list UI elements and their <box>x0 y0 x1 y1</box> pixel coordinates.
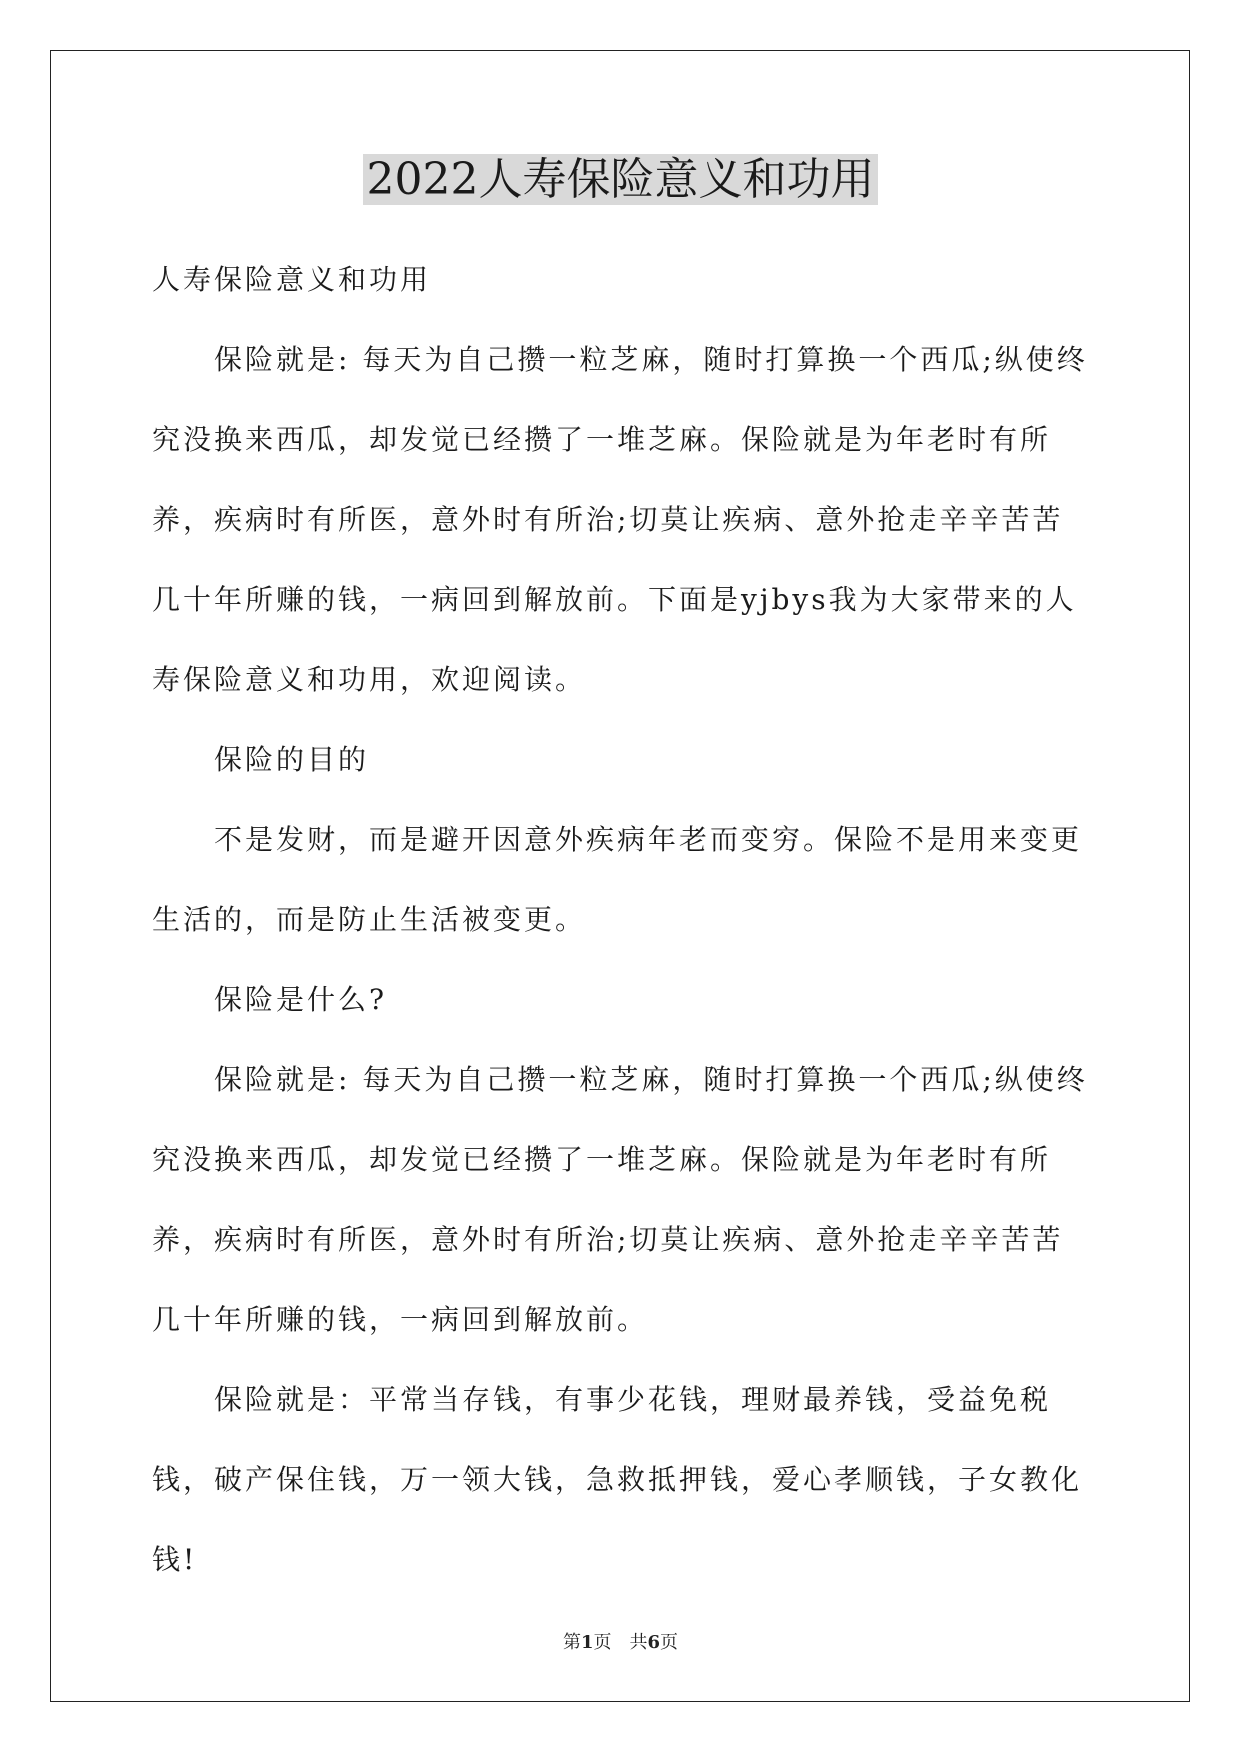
paragraph-intro: 保险就是: 每天为自己攒一粒芝麻，随时打算换一个西瓜;纵使终究没换来西瓜，却发觉已经攒了一堆芝麻。保险就是为年老时有所养，疾病时有所医，意外时有所治;切莫让疾病、意外抢走辛辛苦苦几十年所赚的钱，一病回到解放前。下面是yjbys我为大家带来的人寿保险意义和功用，欢迎阅读。 <box>152 343 1088 696</box>
paragraph-what: 保险就是: 每天为自己攒一粒芝麻，随时打算换一个西瓜;纵使终究没换来西瓜，却发觉已经攒了一堆芝麻。保险就是为年老时有所养，疾病时有所医，意外时有所治;切莫让疾病、意外抢走辛辛苦苦几十年所赚的钱，一病回到解放前。 <box>152 1063 1088 1336</box>
document-title <box>0 152 1241 208</box>
page-footer <box>0 1628 1241 1654</box>
paragraph-summary: 保险就是：平常当存钱，有事少花钱，理财最养钱，受益免税钱，破产保住钱，万一领大钱，急救抵押钱，爱心孝顺钱，子女教化钱! <box>152 1383 1083 1576</box>
footer-prefix: 第 <box>562 1632 581 1653</box>
footer-suffix: 页 <box>660 1632 679 1653</box>
total-pages-number: 6 <box>647 1632 661 1653</box>
footer-middle: 页 共 <box>593 1632 648 1653</box>
document-body <box>152 240 1092 1600</box>
current-page-number: 1 <box>580 1632 594 1653</box>
paragraph-heading-what: 保险是什么? <box>214 983 388 1016</box>
paragraph-purpose: 不是发财，而是避开因意外疾病年老而变穷。保险不是用来变更生活的，而是防止生活被变更。 <box>152 823 1083 936</box>
paragraph-heading-purpose: 保险的目的 <box>214 743 370 776</box>
paragraph-subtitle: 人寿保险意义和功用 <box>152 263 432 296</box>
title-text: 2022人寿保险意义和功用 <box>363 154 879 205</box>
